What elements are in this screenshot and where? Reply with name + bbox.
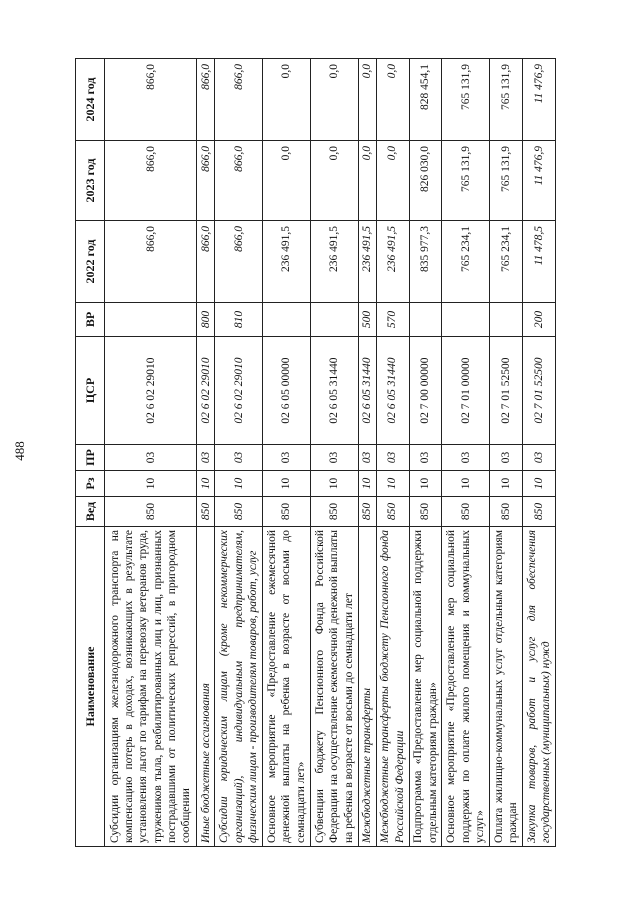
cell-vr — [409, 303, 442, 337]
cell-pr: 03 — [490, 445, 523, 471]
cell-csr: 02 7 01 52500 — [523, 337, 556, 445]
header-2023: 2023 год — [76, 141, 105, 221]
table-row — [197, 59, 215, 847]
table-row — [263, 59, 311, 847]
cell-name: Субсидии юридическим лицам (кроме некоммерческих организаций), индивидуальным предпринимателям, физическим лицам - производителям товаров, работ, услуг — [215, 527, 263, 847]
cell-pr: 03 — [442, 445, 490, 471]
table-row — [376, 59, 409, 847]
cell-rz: 10 — [409, 471, 442, 497]
cell-vr — [490, 303, 523, 337]
cell-name: Субвенции бюджету Пенсионного Фонда Российской Федерации на осуществление ежемесячной денежной выплаты на ребенка в возрасте от восьми до семнадцати лет — [310, 527, 358, 847]
cell-2024: 0,0 — [310, 59, 358, 141]
cell-pr: 03 — [105, 445, 197, 471]
cell-2022: 236 491,5 — [263, 221, 311, 303]
rotated-table-container — [75, 59, 556, 847]
cell-pr: 03 — [263, 445, 311, 471]
cell-ved: 850 — [263, 497, 311, 527]
cell-name: Основное мероприятие «Предоставление ежемесячной денежной выплаты на ребенка в возрасте от восьми до семнадцати лет» — [263, 527, 311, 847]
cell-pr: 03 — [215, 445, 263, 471]
cell-2022: 236 491,5 — [376, 221, 409, 303]
cell-pr: 03 — [197, 445, 215, 471]
cell-2022: 236 491,5 — [310, 221, 358, 303]
cell-vr: 200 — [523, 303, 556, 337]
cell-2023: 765 131,9 — [442, 141, 490, 221]
cell-rz: 10 — [197, 471, 215, 497]
cell-rz: 10 — [105, 471, 197, 497]
cell-rz: 10 — [442, 471, 490, 497]
header-row — [76, 59, 105, 847]
cell-2023: 826 030,0 — [409, 141, 442, 221]
cell-ved: 850 — [442, 497, 490, 527]
cell-csr: 02 6 02 29010 — [197, 337, 215, 445]
cell-2022: 866,0 — [215, 221, 263, 303]
cell-2024: 11 476,9 — [523, 59, 556, 141]
cell-ved: 850 — [215, 497, 263, 527]
cell-vr: 800 — [197, 303, 215, 337]
cell-name: Закупка товаров, работ и услуг для обеспечения государственных (муниципальных) нужд — [523, 527, 556, 847]
cell-2022: 765 234,1 — [442, 221, 490, 303]
cell-csr: 02 7 01 52500 — [490, 337, 523, 445]
cell-ved: 850 — [409, 497, 442, 527]
table-body — [105, 59, 556, 847]
cell-name: Межбюджетные трансферты бюджету Пенсионного фонда Российской Федерации — [376, 527, 409, 847]
header-vr: ВР — [76, 303, 105, 337]
table-row — [409, 59, 442, 847]
cell-name: Межбюджетные трансферты — [358, 527, 376, 847]
cell-pr: 03 — [376, 445, 409, 471]
budget-table — [75, 58, 556, 847]
cell-ved: 850 — [523, 497, 556, 527]
cell-csr: 02 6 02 29010 — [105, 337, 197, 445]
cell-rz: 10 — [376, 471, 409, 497]
cell-rz: 10 — [523, 471, 556, 497]
cell-ved: 850 — [490, 497, 523, 527]
cell-rz: 10 — [310, 471, 358, 497]
cell-ved: 850 — [376, 497, 409, 527]
cell-2023: 0,0 — [263, 141, 311, 221]
cell-rz: 10 — [490, 471, 523, 497]
cell-ved: 850 — [358, 497, 376, 527]
cell-2023: 765 131,9 — [490, 141, 523, 221]
cell-ved: 850 — [197, 497, 215, 527]
table-row — [442, 59, 490, 847]
cell-2023: 0,0 — [358, 141, 376, 221]
cell-2022: 765 234,1 — [490, 221, 523, 303]
cell-csr: 02 6 05 31440 — [376, 337, 409, 445]
cell-2022: 866,0 — [105, 221, 197, 303]
cell-2024: 866,0 — [105, 59, 197, 141]
cell-pr: 03 — [523, 445, 556, 471]
cell-2022: 11 478,5 — [523, 221, 556, 303]
cell-2024: 765 131,9 — [442, 59, 490, 141]
header-rz: Рз — [76, 471, 105, 497]
cell-2022: 236 491,5 — [358, 221, 376, 303]
cell-2024: 0,0 — [263, 59, 311, 141]
cell-rz: 10 — [358, 471, 376, 497]
cell-ved: 850 — [105, 497, 197, 527]
header-ved: Вед — [76, 497, 105, 527]
cell-name: Основное мероприятие «Предоставление мер социальной поддержки по оплате жилого помещения и коммунальных услуг» — [442, 527, 490, 847]
cell-2023: 0,0 — [376, 141, 409, 221]
cell-name: Подпрограмма «Предоставление мер социальной поддержки отдельным категориям граждан» — [409, 527, 442, 847]
cell-csr: 02 6 05 00000 — [263, 337, 311, 445]
cell-2023: 866,0 — [197, 141, 215, 221]
cell-vr: 500 — [358, 303, 376, 337]
cell-csr: 02 7 01 00000 — [442, 337, 490, 445]
cell-pr: 03 — [310, 445, 358, 471]
cell-2023: 0,0 — [310, 141, 358, 221]
cell-2024: 866,0 — [197, 59, 215, 141]
cell-2022: 835 977,3 — [409, 221, 442, 303]
table-row — [490, 59, 523, 847]
header-2022: 2022 год — [76, 221, 105, 303]
header-name: Наименование — [76, 527, 105, 847]
cell-name: Субсидии организациям железнодорожного транспорта на компенсацию потерь в доходах, возникающих в результате установления льгот по тарифам на перевозку ветеранов труда, тружеников тыла, реабилитированных лиц и лиц, признанных пострадавшими от политических репрессий, в пригородном сообщении — [105, 527, 197, 847]
cell-2024: 828 454,1 — [409, 59, 442, 141]
cell-rz: 10 — [263, 471, 311, 497]
table-row — [358, 59, 376, 847]
cell-pr: 03 — [358, 445, 376, 471]
cell-csr: 02 6 05 31440 — [310, 337, 358, 445]
cell-name: Оплата жилищно-коммунальных услуг отдельным категориям граждан — [490, 527, 523, 847]
cell-2024: 0,0 — [376, 59, 409, 141]
table-row — [215, 59, 263, 847]
page-number: 488 — [12, 441, 27, 461]
cell-2024: 765 131,9 — [490, 59, 523, 141]
cell-vr — [442, 303, 490, 337]
table-row — [523, 59, 556, 847]
header-2024: 2024 год — [76, 59, 105, 141]
cell-csr: 02 7 00 00000 — [409, 337, 442, 445]
cell-2023: 866,0 — [105, 141, 197, 221]
cell-2022: 866,0 — [197, 221, 215, 303]
cell-csr: 02 6 05 31440 — [358, 337, 376, 445]
cell-2024: 866,0 — [215, 59, 263, 141]
cell-rz: 10 — [215, 471, 263, 497]
cell-vr — [105, 303, 197, 337]
cell-vr — [263, 303, 311, 337]
cell-2024: 0,0 — [358, 59, 376, 141]
table-row — [105, 59, 197, 847]
header-csr: ЦСР — [76, 337, 105, 445]
cell-2023: 11 476,9 — [523, 141, 556, 221]
cell-csr: 02 6 02 29010 — [215, 337, 263, 445]
header-pr: ПР — [76, 445, 105, 471]
cell-ved: 850 — [310, 497, 358, 527]
cell-2023: 866,0 — [215, 141, 263, 221]
cell-vr — [310, 303, 358, 337]
table-row — [310, 59, 358, 847]
cell-name: Иные бюджетные ассигнования — [197, 527, 215, 847]
cell-pr: 03 — [409, 445, 442, 471]
cell-vr: 810 — [215, 303, 263, 337]
cell-vr: 570 — [376, 303, 409, 337]
